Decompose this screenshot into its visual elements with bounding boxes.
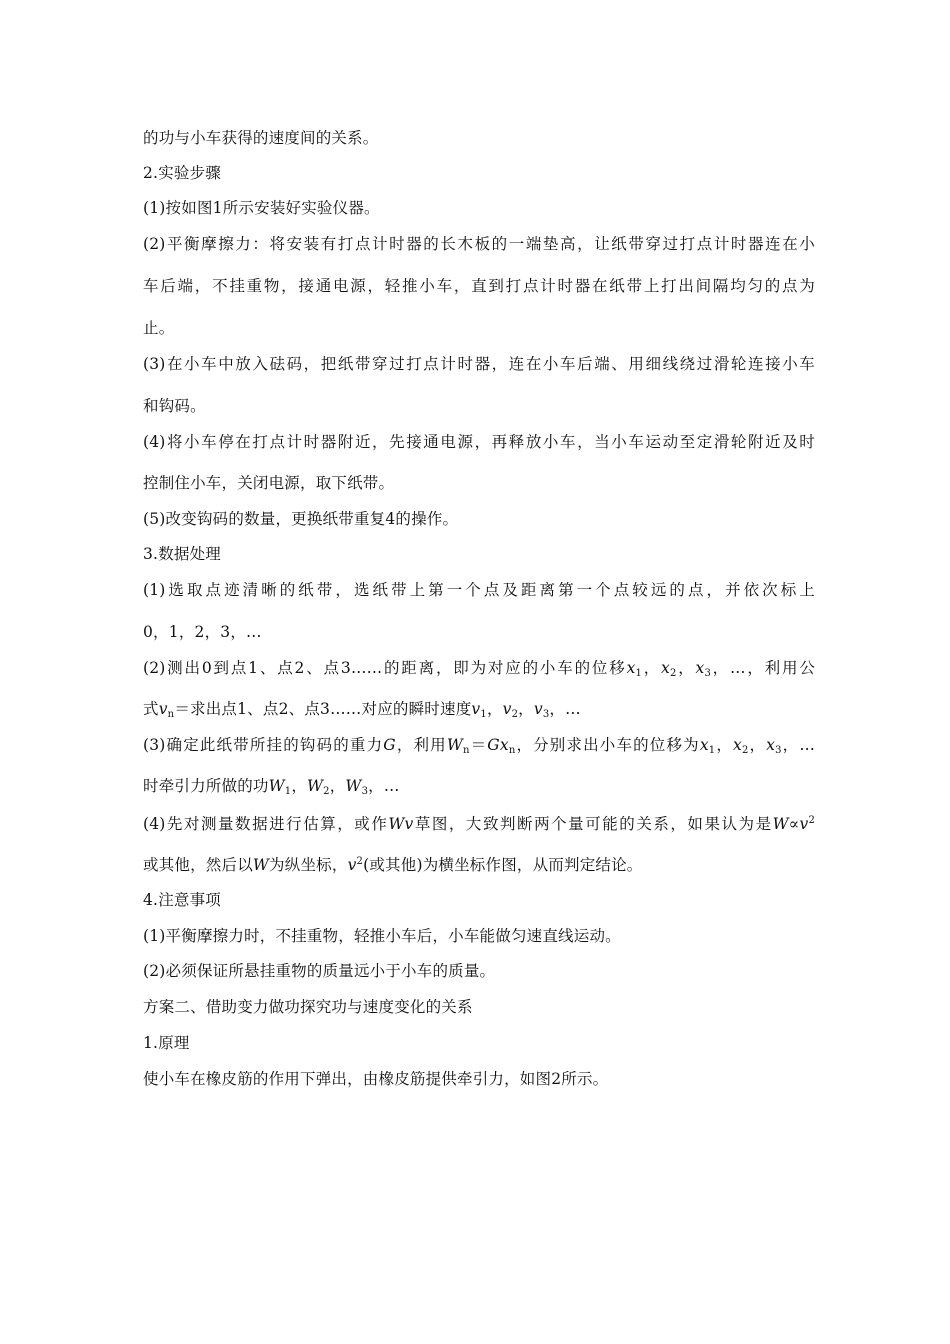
text-line: (5)改变钩码的数量，更换纸带重复4的操作。 (143, 510, 459, 528)
text-line: 使小车在橡皮筋的作用下弹出，由橡皮筋提供牵引力，如图2所示。 (143, 1070, 609, 1088)
text-line: (1)按如图1所示安装好实验仪器。 (143, 199, 380, 217)
text-line: 0，1，2，3，… (143, 623, 262, 641)
text-line: 止。 (143, 319, 175, 337)
text-line-formula: (3)确定此纸带所挂的钩码的重力G，利用$W_n=Gx_n$，分别求出小车的位移为$x_1$，$x_2$，$x_3$，… (143, 736, 816, 756)
section-heading: 方案二、借助变力做功探究功与速度变化的关系 (143, 998, 473, 1016)
text-line: (1)平衡摩擦力时，不挂重物，轻推小车后，小车能做匀速直线运动。 (143, 927, 621, 945)
text-line: 的功与小车获得的速度间的关系。 (143, 129, 379, 147)
text-line-formula: (2)测出0到点1、点2、点3……的距离，即为对应的小车的位移$x_1$，$x_2$，$x_3$，…，利用公 (143, 659, 816, 679)
text-line: 控制住小车，关闭电源，取下纸带。 (143, 474, 395, 492)
text-line-formula: 式$v_n=$求出点1、点2、点3……对应的瞬时速度$v_1$，$v_2$，$v_3$，… (143, 700, 581, 720)
section-heading: 1.原理 (143, 1034, 190, 1052)
text-line: (3)在小车中放入砝码，把纸带穿过打点计时器，连在小车后端、用细线绕过滑轮连接小车 (143, 355, 815, 373)
text-line-formula: 或其他，然后以W为纵坐标，$v^2$(或其他)为横坐标作图，从而判定结论。 (143, 856, 643, 874)
section-heading: 3.数据处理 (143, 545, 221, 563)
text-line: (1)选取点迹清晰的纸带，选纸带上第一个点及距离第一个点较远的点，并依次标上 (143, 581, 815, 599)
text-line: (2)平衡摩擦力：将安装有打点计时器的长木板的一端垫高，让纸带穿过打点计时器连在小 (143, 235, 815, 253)
section-heading: 2.实验步骤 (143, 164, 221, 182)
text-line: (4)将小车停在打点计时器附近，先接通电源，再释放小车，当小车运动至定滑轮附近及时 (143, 433, 815, 451)
text-line: (2)必须保证所悬挂重物的质量远小于小车的质量。 (143, 962, 496, 980)
section-heading: 4.注意事项 (143, 891, 221, 909)
text-line: 和钩码。 (143, 397, 206, 415)
text-line-formula: 时牵引力所做的功$W_1$，$W_2$，$W_3$，… (143, 777, 400, 797)
text-line-formula: (4)先对测量数据进行估算，或作Wv草图，大致判断两个量可能的关系，如果认为是$W\propto v^2$ (143, 815, 815, 833)
text-line: 车后端，不挂重物，接通电源，轻推小车，直到打点计时器在纸带上打出间隔均匀的点为 (143, 277, 815, 295)
